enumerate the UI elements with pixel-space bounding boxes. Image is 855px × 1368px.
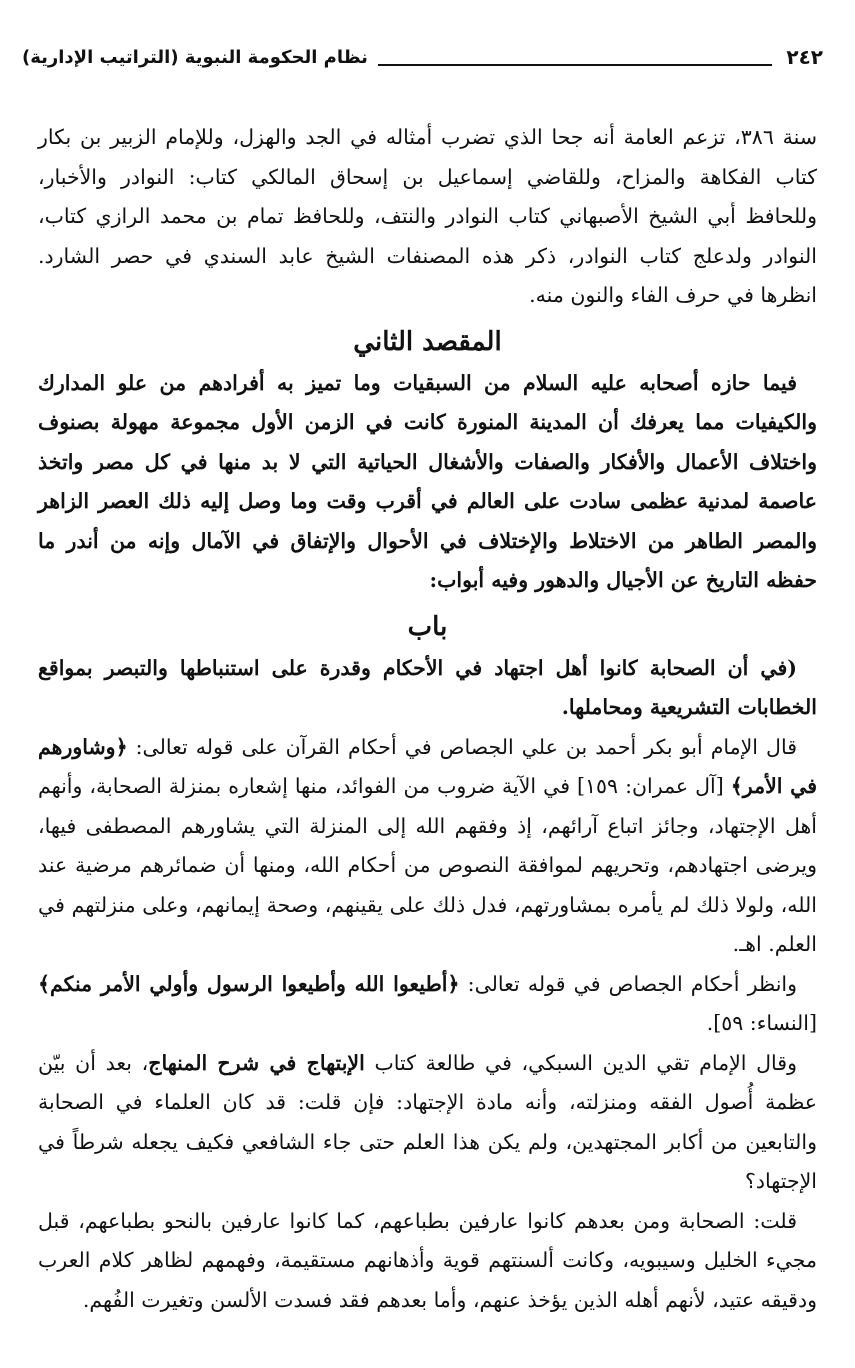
page-number: ٢٤٢ <box>786 45 823 69</box>
section-heading: المقصد الثاني <box>353 326 502 357</box>
intro-paragraph: سنة ٣٨٦، تزعم العامة أنه جحا الذي تضرب أمثاله في الجد والهزل، وللإمام الزبير بن بكار كتاب الفكاهة والمزاح، وللقاضي إسماعيل بن إسحاق المالكي كتاب: النوادر والأخبار، وللحافظ أبي الشيخ الأصبهاني كتاب النوادر والنتف، وللحافظ تمام بن محمد الرازي كتاب، النوادر ولدعلج كتاب النوادر، ذكر هذه المصنفات الشيخ عابد السندي في حصر الشارد. انظرها في حرف الفاء والنون منه. <box>38 125 818 307</box>
paragraph-see-also <box>38 965 817 1044</box>
paragraph-text: ، بعد أن بيّن عظمة أُصول الفقه ومنزلته، وأنه مادة الإجتهاد: فإن قلت: قد كان العلماء في الصحابة والتابعين من أكابر المجتهدين، ولم يكن هذا العلم حتى جاء الشافعي فكيف يجعله شرطاً في الإجتهاد؟ <box>38 1050 817 1193</box>
paragraph-text: [آل عمران: ١٥٩] في الآية ضروب من الفوائد، منها إشعاره بمنزلة الصحابة، وأنهم أهل الإجتهاد، وجائز اتباع آرائهم، إذ وفقهم الله إلى المنزلة التي يشاورهم المصطفى فيها، ويرضى اجتهادهم، وتحريهم لموافقة النصوص من أحكام الله، ومنها أن ضمائرهم مرضية عند الله، ولولا ذلك لم يأمره بمشاورتهم، فدل ذلك على يقينهم، وصحة إيمانهم، وعلى منزلتهم في العلم. اهـ. <box>38 774 817 956</box>
paragraph-answer: قلت: الصحابة ومن بعدهم كانوا عارفين بطباعهم، كما كانوا عارفين بالنحو بطباعهم، قبل مجيء الخليل وسيبويه، وكانت ألسنتهم قوية وأذهانهم مستقيمة، وفهمهم لظاهر كلام العرب ودقيقه عتيد، لأنهم أهله الذين يؤخذ عنهم، وأما بعدهم فقد فسدت الألسن وتغيرت الفُهم. <box>38 1208 817 1312</box>
book-name: الإبتهاج في شرح المنهاج <box>148 1050 365 1075</box>
chapter-title: (في أن الصحابة كانوا أهل اجتهاد في الأحكام وقدرة على استنباطها والتبصر بمواقع الخطابات التشريعية ومحاملها. <box>38 655 817 719</box>
section-intro: فيما حازه أصحابه عليه السلام من السبقيات وما تميز به أفرادهم من علو المدارك والكيفيات مما يعرفك أن المدينة المنورة كانت في الزمن الأول مجموعة مهولة بصنوف واختلاف الأعمال والأفكار والصفات والأشغال الحياتية التي لا بد منها في كل مصر واتخذ عاصمة لمدنية عظمى سادت على العالم في أقرب وقت وما وصل إليه ذلك العصر الزاهر والمصر الطاهر من الاختلاط والإختلاف في الأحوال والإتفاق في الآمال وإنه من أندر ما حفظه التاريخ عن الأجيال والدهور وفيه أبواب: <box>38 370 817 592</box>
paragraph-text: [النساء: ٥٩]. <box>706 1011 817 1035</box>
paragraph-text: وقال الإمام تقي الدين السبكي، في طالعة كتاب <box>364 1050 797 1075</box>
running-header <box>22 40 823 74</box>
page-body <box>38 118 817 1320</box>
paragraph-text: قال الإمام أبو بكر أحمد بن علي الجصاص في أحكام القرآن على قوله تعالى: <box>127 734 797 759</box>
header-rule <box>378 64 772 66</box>
quran-verse: ﴿وشاورهم في الأمر﴾ <box>38 734 817 798</box>
paragraph-subki <box>38 1044 817 1202</box>
book-title: نظام الحكومة النبوية (التراتيب الإدارية) <box>22 46 368 68</box>
paragraph-text: وانظر أحكام الجصاص في قوله تعالى: <box>459 971 797 996</box>
chapter-heading: باب <box>407 611 448 642</box>
quran-verse: ﴿أطيعوا الله وأطيعوا الرسول وأولي الأمر منكم﴾ <box>38 971 460 996</box>
paragraph-jassas <box>38 728 817 965</box>
